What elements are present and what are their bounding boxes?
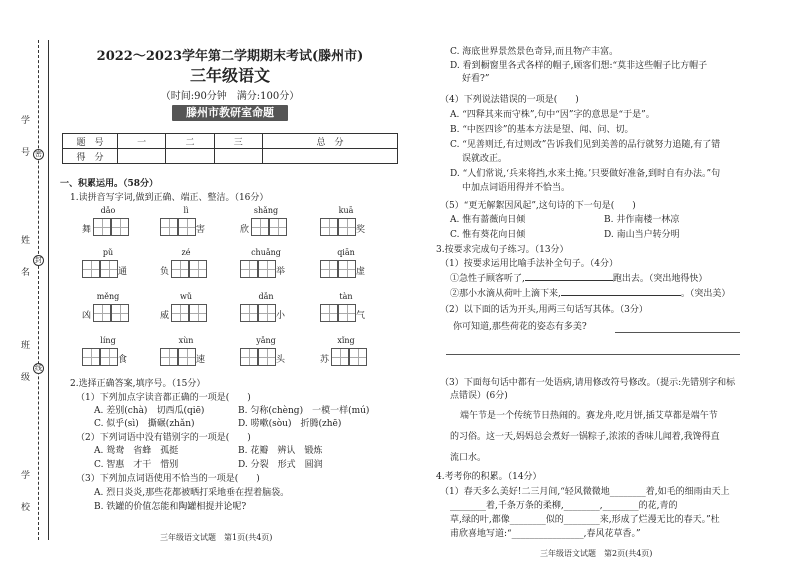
sentence-2 [450,288,730,300]
given-character: 通 [118,267,128,277]
score-header-cell: 二 [166,134,214,149]
option-c: C. 海底世界景然景色奇异,而且物产丰富。 [450,47,619,57]
given-character: 凶 [82,311,92,321]
sentence-1-pre: ①急性子顾客听了, [450,274,525,284]
given-character: 虚 [356,267,366,277]
writing-grid-cell[interactable] [258,348,276,366]
binding-seal-mi: 密 [35,150,42,158]
binding-label-class: 班 级 [19,340,29,391]
pinyin-label: zé [181,248,191,257]
answer-line[interactable] [446,354,740,355]
question-3-1: （1）按要求运用比喻手法补全句子。（4分） [440,259,618,269]
option-c: C. “见善则迁,有过则改”告诉我们见到美善的品行就努力追随,有了错 [450,140,721,150]
given-character: 苏 [320,355,330,365]
question-3-3: （3）下面每句话中都有一处语病,请用修改符号修改。（提示:先错别字和标 [440,378,736,388]
option-d: D. 分裂 形式 圆润 [238,460,323,470]
fill-line: 草,绿的叶,都像________似的________来,形成了烂漫无比的春天。”杜 [450,515,720,525]
pinyin-label: yǎng [256,336,276,345]
prompt-text: 你可知道,那些荷花的姿态有多美? [453,322,587,332]
writing-grid-cell[interactable] [171,260,189,278]
sentence-1 [450,273,707,285]
pinyin-label: shǎng [253,206,279,215]
writing-grid-cell[interactable] [258,304,276,322]
passage-line: 端午节是一个传统节日热闹的。赛龙舟,吃月饼,插艾草都是端午节 [460,411,718,421]
question-2-1: （1）下列加点字读音都正确的一项是( ) [76,393,251,403]
passage-line: 的习俗。这一天,妈妈总会煮好一锅粽子,浓浓的香味儿闻着,我馋得直 [450,432,720,442]
option-c: C. 智惠 才干 惜别 [94,460,179,470]
writing-grid-cell[interactable] [240,260,258,278]
writing-grid-cell[interactable] [171,304,189,322]
writing-grid-cell[interactable] [240,304,258,322]
writing-grid-cell[interactable] [93,218,111,236]
question-2-3: （3）下列加点词语使用不恰当的一项是( ) [76,474,260,484]
binding-seal-xian: 线 [35,364,42,372]
writing-grid-cell[interactable] [100,260,118,278]
option-d-cont: 中加点词语用得并不恰当。 [462,183,571,193]
score-header-cell: 三 [214,134,262,149]
option-b: B. “中医四诊”的基本方法是望、闻、问、切。 [450,125,634,135]
answer-blank[interactable] [561,295,681,296]
score-header-cell: 一 [118,134,166,149]
option-a: A. 烈日炎炎,那些花都被晒打采地垂在捏着脑袋。 [94,488,290,498]
writing-grid-cell[interactable] [240,348,258,366]
score-header-cell: 题 号 [63,134,118,149]
option-c-cont: 误就改正。 [462,154,508,164]
writing-grid-cell[interactable] [258,260,276,278]
given-character: 欣 [240,225,250,235]
binding-label-school: 学 校 [19,470,29,521]
given-character: 举 [276,267,286,277]
score-table [62,133,398,164]
score-header-cell: 总 分 [262,134,397,149]
given-character: 害 [196,225,206,235]
writing-grid-cell[interactable] [189,304,207,322]
pinyin-label: xǐng [337,336,355,345]
writing-grid-cell[interactable] [189,260,207,278]
score-row-label: 得 分 [63,149,118,164]
fill-line: ________着,千条万条的柔柳,________,________的花,青的 [450,501,678,511]
fill-line: 甫欣喜地写道:“________________,春风花草香。” [450,529,641,539]
option-a: A. 惟有蔷薇向日倾 [450,215,526,225]
pinyin-label: dǎo [100,206,116,215]
option-a: A. “四释其来而守株”,句中“因”字的意思是“于是”。 [450,110,655,120]
given-character: 负 [160,267,170,277]
given-character: 食 [118,355,128,365]
question-4: （4）下列说法错误的一项是( ) [440,95,579,105]
answer-line[interactable] [615,332,740,333]
writing-grid-cell[interactable] [320,304,338,322]
binding-label-student-id: 学 号 [19,115,29,166]
passage-line: 流口水。 [450,453,487,463]
question-3: 3.按要求完成句子练习。（13分） [436,245,569,255]
option-d: D. 南山当户转分明 [604,230,680,240]
pinyin-label: tàn [339,292,353,301]
writing-grid-cell[interactable] [160,348,178,366]
question-4b: 4.考考你的积累。（14分） [436,472,542,482]
pinyin-label: pǔ [102,248,114,257]
pinyin-label: kuā [338,206,354,215]
option-a: A. 鸳鸯 省蜂 孤挺 [94,446,179,456]
writing-grid-cell[interactable] [269,218,287,236]
writing-grid-cell[interactable] [82,260,100,278]
writing-grid-cell[interactable] [111,304,129,322]
writing-grid-cell[interactable] [160,218,178,236]
pinyin-label: lì [183,206,189,215]
given-character: 威 [160,311,170,321]
question-3-3-cont: 点错误）(6分) [450,391,508,401]
fill-line: （1）春天多么美好!二三月间,“轻风微微地________着,如毛的细雨由天上 [440,487,730,497]
score-cell[interactable] [262,149,397,164]
pinyin-label: chuǎng [251,248,281,257]
question-1: 1.读拼音写字词,做到正确、端正、整洁。（16分） [70,193,269,203]
pinyin-label: wǔ [180,292,192,301]
writing-grid-cell[interactable] [331,348,349,366]
binding-solid-line [48,40,49,540]
writing-grid-cell[interactable] [178,218,196,236]
option-c: C. 惟有葵花向日倾 [450,230,526,240]
binding-dashed-line [38,40,39,540]
option-b: B. 匀称(chèng) 一模一样(mú) [238,406,370,416]
writing-grid-cell[interactable] [100,348,118,366]
time-score: （时间:90分钟 满分:100分） [160,91,300,102]
pinyin-label: xùn [178,336,194,345]
score-cell[interactable] [118,149,166,164]
subject-title: 三年级语文 [189,66,270,85]
pinyin-label: líng [100,336,116,345]
writing-grid-cell[interactable] [178,348,196,366]
sentence-2-post: 。（突出美） [680,289,731,299]
option-a: A. 差别(chà) 切西瓜(qiē) [94,406,205,416]
writing-grid-cell[interactable] [338,304,356,322]
writing-grid-cell[interactable] [338,260,356,278]
page-footer-left: 三年级语文试题 第1页(共4页) [160,533,273,542]
question-2-2: （2）下列词语中没有错别字的一项是( ) [76,433,251,443]
sentence-2-pre: ②那小水滴从荷叶上滴下来, [450,289,561,299]
answer-blank[interactable] [525,280,613,281]
given-character: 奖 [356,225,366,235]
option-d-cont: 好看?” [462,74,490,84]
option-b: B. 铁罐的价值怎能和陶罐相提并论呢? [94,502,247,512]
exam-title: 2022～2023学年第二学期期末考试(滕州市) [96,49,364,64]
writing-grid-cell[interactable] [251,218,269,236]
binding-seal-feng: 封 [35,256,42,264]
question-5: （5）“更无解絮因风起”,这句诗的下一句是( ) [440,201,636,211]
writing-grid-cell[interactable] [93,304,111,322]
binding-label-name: 姓 名 [19,235,29,286]
option-d: D. 唠嗽(sòu) 折腾(zhē) [238,419,342,429]
writing-grid-cell[interactable] [111,218,129,236]
pinyin-label: qiān [337,248,355,257]
question-3-2: （2）以下面的话为开头,用两三句话写其体。（3分） [440,305,648,315]
pinyin-label: dǎn [258,292,274,301]
score-cell[interactable] [166,149,214,164]
option-c: C. 似乎(sì) 撕碾(zhǎn) [94,419,195,429]
given-character: 头 [276,355,286,365]
given-character: 气 [356,311,366,321]
sentence-1-post: 跑出去。（突出地得快） [612,274,708,284]
pinyin-label: měng [96,292,120,301]
option-b: B. 井作南楼一林凉 [604,215,680,225]
authority-banner: 滕州市教研室命题 [172,105,288,121]
section-1-heading: 一、积累运用。（58分） [60,179,159,189]
page-footer-right: 三年级语文试题 第2页(共4页) [540,549,653,558]
question-2: 2.选择正确答案,填序号。（15分） [70,379,206,389]
writing-grid-cell[interactable] [82,348,100,366]
option-b: B. 花瓣 辨认 锻炼 [238,446,323,456]
writing-grid-cell[interactable] [338,218,356,236]
option-d: D. 看到橱窗里各式各样的帽子,顾客们想:“莫非这些帽子比方帽子 [450,61,708,71]
binding-strip [0,0,55,562]
score-cell[interactable] [214,149,262,164]
given-character: 速 [196,355,206,365]
given-character: 舞 [82,225,92,235]
given-character: 小 [276,311,286,321]
writing-grid-cell[interactable] [320,260,338,278]
option-d: D. “人们常说,‘兵来将挡,水来土掩。’只要做好准备,到时自有办法。”句 [450,169,721,179]
writing-grid-cell[interactable] [320,218,338,236]
writing-grid-cell[interactable] [349,348,367,366]
